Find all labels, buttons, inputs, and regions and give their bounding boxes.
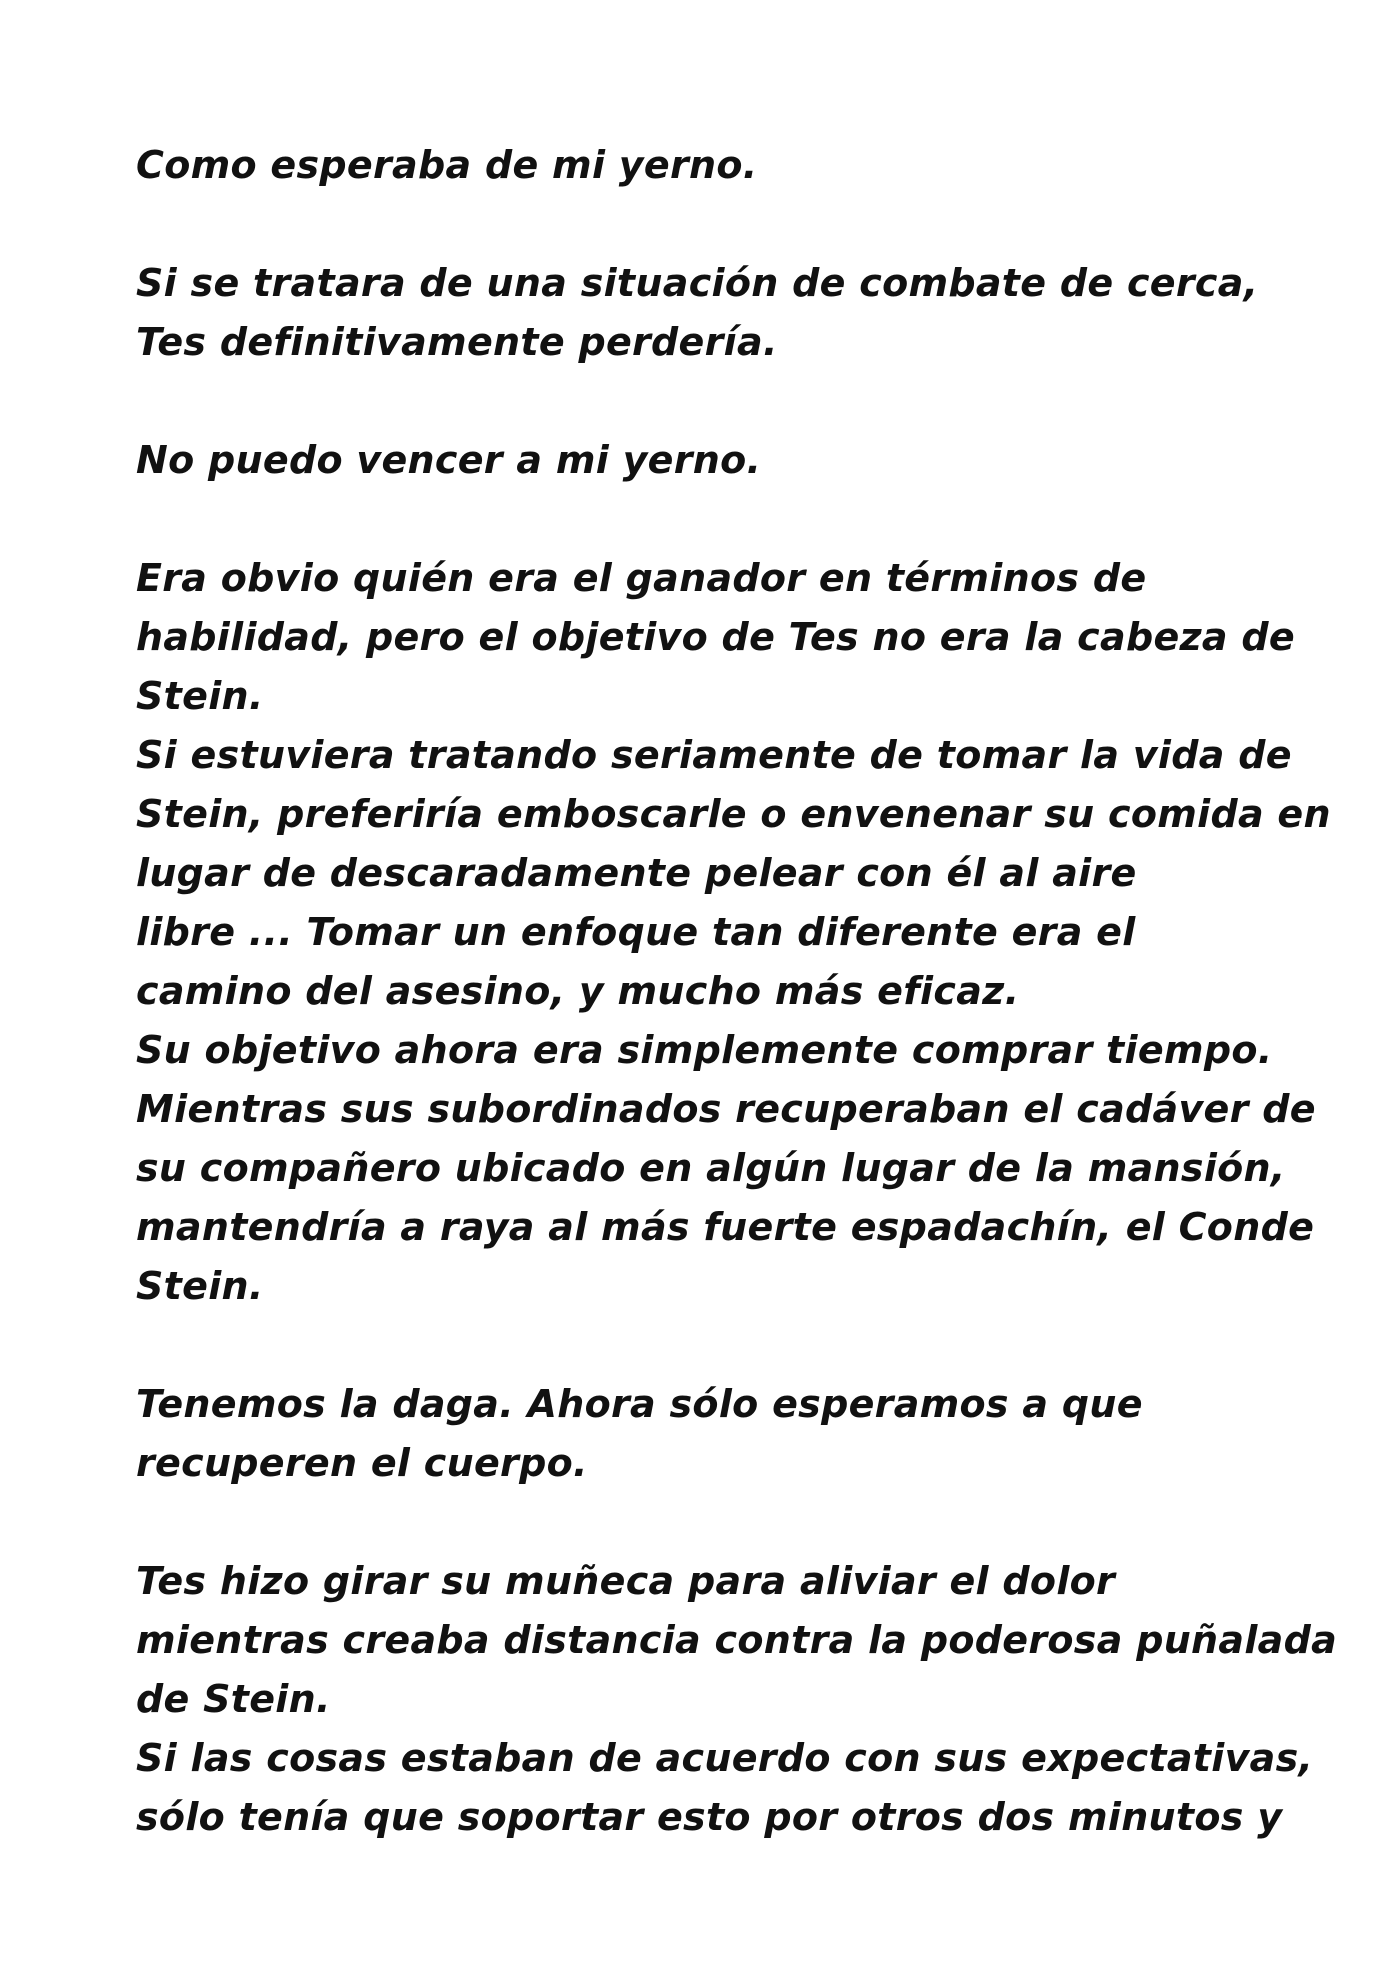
blank-line xyxy=(136,490,1336,549)
blank-line xyxy=(136,1493,1336,1552)
text-line: recuperen el cuerpo. xyxy=(136,1441,588,1485)
text-line: Stein. xyxy=(136,674,264,718)
text-line: habilidad, pero el objetivo de Tes no era la cabeza de xyxy=(136,615,1295,659)
text-line: camino del asesino, y mucho más eficaz. xyxy=(136,969,1020,1013)
text-line: Su objetivo ahora era simplemente comprar tiempo. xyxy=(136,1028,1273,1072)
text-line: Era obvio quién era el ganador en términos de xyxy=(136,556,1147,600)
text-line: Si se tratara de una situación de combate de cerca, xyxy=(136,261,1259,305)
text-line: Si las cosas estaban de acuerdo con sus expectativas, xyxy=(136,1736,1314,1780)
document-body xyxy=(136,136,1336,1847)
text-line: Mientras sus subordinados recuperaban el cadáver de xyxy=(136,1087,1316,1131)
text-line: lugar de descaradamente pelear con él al aire xyxy=(136,851,1137,895)
text-line: libre ... Tomar un enfoque tan diferente era el xyxy=(136,910,1136,954)
blank-line xyxy=(136,372,1336,431)
text-line: sólo tenía que soportar esto por otros dos minutos y xyxy=(136,1795,1283,1839)
text-line: su compañero ubicado en algún lugar de la mansión, xyxy=(136,1146,1286,1190)
blank-line xyxy=(136,1316,1336,1375)
text-line: Tes hizo girar su muñeca para aliviar el dolor xyxy=(136,1559,1116,1603)
text-line: Stein, preferiría emboscarle o envenenar su comida en xyxy=(136,792,1331,836)
text-line: Como esperaba de mi yerno. xyxy=(136,143,758,187)
text-line: No puedo vencer a mi yerno. xyxy=(136,438,762,482)
blank-line xyxy=(136,195,1336,254)
text-line: mantendría a raya al más fuerte espadachín, el Conde xyxy=(136,1205,1315,1249)
text-line: Tenemos la daga. Ahora sólo esperamos a que xyxy=(136,1382,1143,1426)
text-line: Tes definitivamente perdería. xyxy=(136,320,778,364)
text-line: Si estuviera tratando seriamente de tomar la vida de xyxy=(136,733,1292,777)
text-line: Stein. xyxy=(136,1264,264,1308)
text-line: de Stein. xyxy=(136,1677,331,1721)
text-line: mientras creaba distancia contra la poderosa puñalada xyxy=(136,1618,1338,1662)
